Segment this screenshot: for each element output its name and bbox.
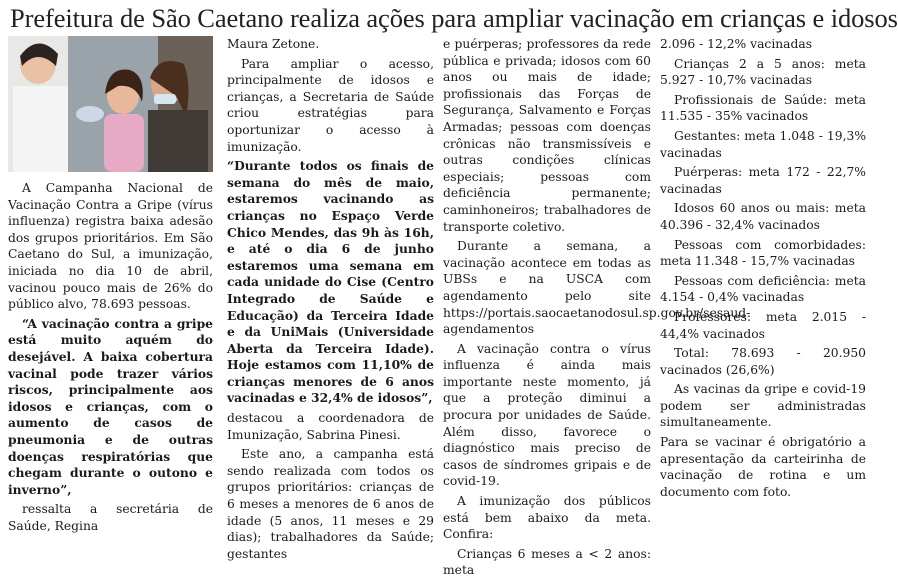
stat-line: Profissionais de Saúde: meta 11.535 - 35% vacinados xyxy=(660,92,866,124)
paragraph: destacou a coordenadora de Imunização, Sabrina Pinesi. xyxy=(227,411,434,442)
total-line: Total: 78.693 - 20.950 vacinados (26,6%) xyxy=(660,346,866,377)
paragraph: Para ampliar o acesso, principalmente de idosos e crianças, a Secretaria de Saúde criou estratégias para oportunizar o acesso à imunização. xyxy=(227,56,434,154)
stat-line: Pessoas com deficiência: meta 4.154 - 0,4% vacinadas xyxy=(660,273,866,305)
column-4 xyxy=(660,36,866,499)
paragraph: Durante a semana, a vacinação acontece em todas as UBSs e na USCA com agendamento pelo site https://portais.saocaetanodosul.sp.gov.br/sesaud-agendamentos xyxy=(443,239,751,337)
paragraph: Crianças 6 meses a < 2 anos: meta xyxy=(443,546,651,578)
vaccination-photo-illustration xyxy=(8,36,213,172)
quote-paragraph: “A vacinação contra a gripe está muito aquém do desejável. A baixa cobertura vacinal pode trazer vários riscos, principalmente aos idosos e crianças, com o aumento de casos de pneumonia e de outras doenças respiratórias que chegam durante o outono e inverno”, xyxy=(8,315,213,497)
paragraph: ressalta a secretária de Saúde, Regina xyxy=(8,502,213,533)
paragraph: Maura Zetone. xyxy=(227,37,320,51)
paragraph: As vacinas da gripe e covid-19 podem ser administradas simultaneamente. xyxy=(660,382,866,430)
headline: Prefeitura de São Caetano realiza ações para ampliar vacinação em crianças e idosos xyxy=(10,3,898,33)
paragraph: A Campanha Nacional de Vacinação Contra a Gripe (vírus influenza) registra baixa adesão dos grupos prioritários. Em São Caetano do Sul, a imunização, iniciada no dia 10 de abril, vacinou pouco mais de 26% do público alvo, 78.693 pessoas. xyxy=(8,181,213,312)
column-1 xyxy=(8,36,213,533)
vaccination-photo xyxy=(8,36,213,172)
stat-line: Gestantes: meta 1.048 - 19,3% vacinadas xyxy=(660,128,866,160)
stat-line: Professores: meta 2.015 - 44,4% vacinados xyxy=(660,309,866,341)
stat-line: Pessoas com comorbidades: meta 11.348 - 15,7% vacinadas xyxy=(660,237,866,269)
paragraph: Este ano, a campanha está sendo realizada com todos os grupos prioritários: crianças de 6 meses a menores de 6 anos de idade (5 anos, 11 meses e 29 dias); trabalhadores da Saúde; gestantes xyxy=(227,447,434,561)
paragraph: Para se vacinar é obrigatório a apresentação da carteirinha de vacinação de rotina e um documento com foto. xyxy=(660,435,866,499)
quote-paragraph: “Durante todos os finais de semana do mês de maio, estaremos vacinando as crianças no Espaço Verde Chico Mendes, das 9h às 16h, e até o dia 6 de junho estaremos uma semana em cada unidade do Cise (Centro Integrado de Saúde e Educação) da Terceira Idade e da UniMais (Universidade Aberta da Terceira Idade). Hoje estamos com 11,10% de crianças menores de 6 anos vacinadas e 32,4% de idosos”, xyxy=(227,158,434,406)
stat-line: 2.096 - 12,2% vacinadas xyxy=(660,37,813,51)
stat-line: Puérperas: meta 172 - 22,7% vacinadas xyxy=(660,165,866,196)
stat-line: Idosos 60 anos ou mais: meta 40.396 - 32,4% vacinados xyxy=(660,201,866,232)
column-2 xyxy=(227,36,434,561)
stat-line: Crianças 2 a 5 anos: meta 5.927 - 10,7% vacinadas xyxy=(660,56,866,88)
paragraph: e puérperas; professores da rede pública e privada; idosos com 60 anos ou mais de idade; profissionais das Forças de Segurança, Salvamento e Forças Armadas; pessoas com doenças crônicas não transmissíveis e outras condições clínicas especiais; pessoas com deficiência permanente; caminhoneiros; trabalhadores de transporte coletivo. xyxy=(443,37,651,234)
paragraph: A imunização dos públicos está bem abaixo da meta. Confira: xyxy=(443,494,651,542)
paragraph: A vacinação contra o vírus influenza é ainda mais importante neste momento, já que a proteção diminui a procura por unidades de Saúde. Além disso, favorece o diagnóstico mais preciso de casos de síndromes gripais e de covid-19. xyxy=(443,341,651,489)
